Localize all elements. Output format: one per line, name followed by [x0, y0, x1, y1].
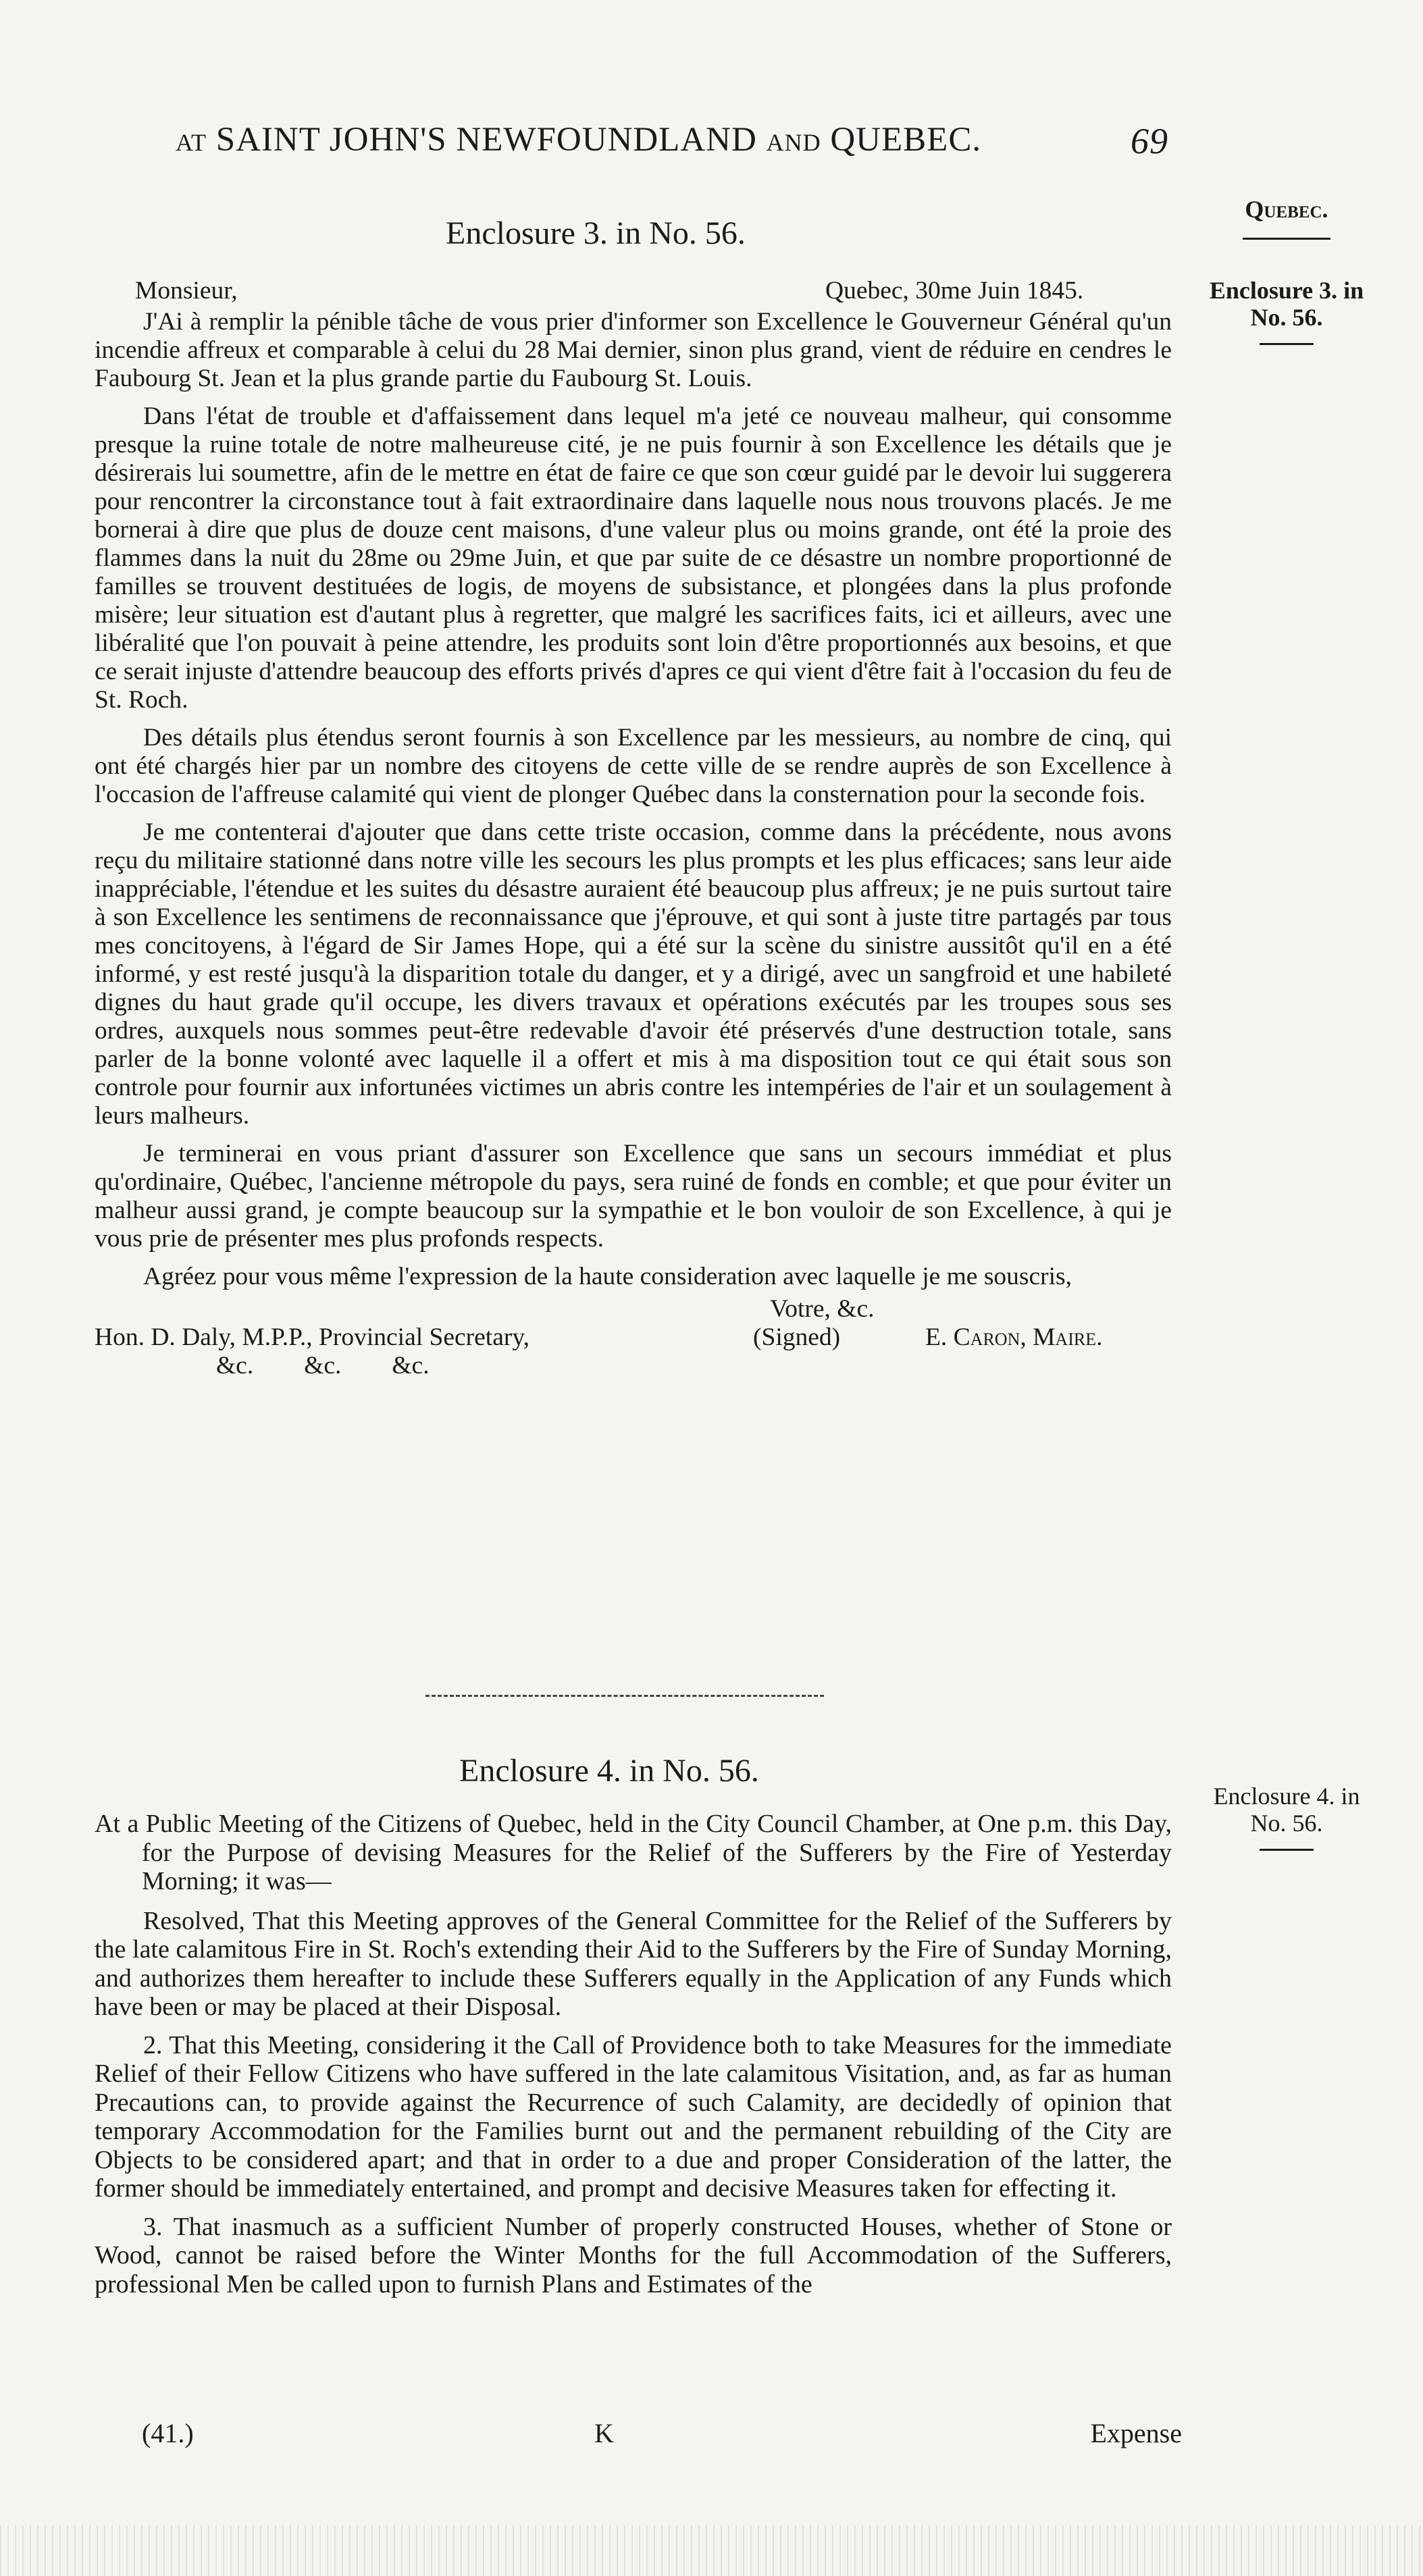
margin-note-enclosure-4: Enclosure 4. in No. 56.: [1179, 1783, 1395, 1851]
enclosure-3-body: [95, 277, 1172, 1380]
meeting-intro: At a Public Meeting of the Citizens of Quebec, held in the City Council Chamber, at One p.m. this Day, for the Purpose of devising Measures for the Relief of the Sufferers by the Fire of Yesterday Morning; it was—: [95, 1810, 1172, 1895]
paragraph: Agréez pour vous même l'expression de la haute consideration avec laquelle je me souscris,: [143, 1263, 1072, 1290]
page-footer: [108, 2417, 1182, 2451]
enclosure-4-title: Enclosure 4. in No. 56.: [459, 1753, 759, 1789]
margin-section-label: Quebec.: [1202, 196, 1371, 240]
page-number: 69: [1131, 121, 1168, 161]
enclosure-3-title: Enclosure 3. in No. 56.: [446, 215, 746, 251]
addressee-etc: &c. &c. &c.: [216, 1352, 430, 1379]
closing: Votre, &c.: [770, 1295, 875, 1323]
paragraph: Je me contenterai d'ajouter que dans cette triste occasion, comme dans la précédente, nous avons reçu du militaire stationné dans notre ville les secours les plus prompts et les plus efficaces; sans leur aide inappréciable, l'étendue et les suites du désastre auraient été beaucoup plus affreux; je ne puis surtout taire à son Excellence les sentimens de reconnaissance que j'éprouve, et qui sont à juste titre partagés par tous mes concitoyens, à l'égard de Sir James Hope, qui a été sur la scène du sinistre aussitôt qu'il en a été informé, y est resté jusqu'à la disparition totale du danger, et y a dirigé, avec un sangfroid et une habileté dignes du haut grade qu'il occupe, les divers travaux et opérations exécutés par les troupes sous ses ordres, auxquels nous sommes peut-être redevable d'avoir été préservés d'une destruction totale, sans parler de la bonne volonté avec laquelle il a offert et mis à ma disposition tout ce qui était sous son controle pour fournir aux infortunées victimes un abris contre les intempéries de l'air et un soulagement à leurs malheurs.: [95, 818, 1172, 1130]
footer-gathering-mark: K: [594, 2418, 614, 2448]
paragraph: Dans l'état de trouble et d'affaissement dans lequel m'a jeté ce nouveau malheur, qui consomme presque la ruine totale de notre malheureuse cité, je ne puis fournir à son Excellence les détails que je désirerais lui soumettre, afin de le mettre en état de faire ce que son cœur guidé par le devoir lui suggerera pour rencontrer la circonstance tout à fait extraordinaire dans laquelle nous nous trouvons placés. Je me bornerai à dire que plus de douze cent maisons, d'une valeur plus ou moins grande, ont été la proie des flammes dans la nuit du 28me ou 29me Juin, et que par suite de ce désastre un nombre proportionné de familles se trouvent destituées de logis, de moyens de subsistance, et plongées dans la plus profonde misère; leur situation est d'autant plus à regretter, que malgré les sacrifices faits, ici et ailleurs, avec une libéralité que l'on pouvait à peine attendre, les produits sont loin d'être proportionnés aux besoins, et que ce serait injuste d'attendre beaucoup des efforts privés d'apres ce qui vient d'être fait à l'occasion du feu de St. Roch.: [95, 402, 1172, 714]
resolution: 2. That this Meeting, considering it the Call of Providence both to take Measures for the immediate Relief of their Fellow Citizens who have suffered in the late calamitous Visitation, and, as far as human Precautions can, to provide against the Recurrence of such Calamity, are decidedly of opinion that temporary Accommodation for the Families burnt out and the permanent rebuilding of the City are Objects to be considered apart; and that in order to a due and proper Consideration of the latter, the former should be immediately entertained, and prompt and decisive Measures taken for effecting it.: [95, 2030, 1172, 2203]
paragraph: Des détails plus étendus seront fournis à son Excellence par les messieurs, au nombre de cinq, qui ont été chargés hier par un nombre des citoyens de cette ville de se rendre auprès de son Excellence à l'occasion de l'affreuse calamité qui vient de plonger Québec dans la consternation pour la seconde fois.: [95, 724, 1172, 808]
paragraph: Je terminerai en vous priant d'assurer son Excellence que sans un secours immédiat et plus qu'ordinaire, Québec, l'ancienne métropole du pays, sera ruiné de fonds en comble; et que pour éviter un malheur aussi grand, je compte beaucoup sur la sympathie et le bon vouloir de son Excellence, à qui je vous prie de présenter mes plus profonds respects.: [95, 1140, 1172, 1253]
signatory: E. Caron, Maire.: [925, 1323, 1103, 1351]
resolution: 3. That inasmuch as a sufficient Number of properly constructed Houses, whether of Stone or Wood, cannot be raised before the Winter Months for the full Accommodation of the Sufferers, professional Men be called upon to furnish Plans and Estimates of the: [95, 2212, 1172, 2298]
enclosure-4-body: [95, 1810, 1172, 2308]
paragraph: J'Ai à remplir la pénible tâche de vous prier d'informer son Excellence le Gouverneur Général qu'un incendie affreux et comparable à celui du 28 Mai dernier, sinon plus grand, vient de réduire en cendres le Faubourg St. Jean et la plus grande partie du Faubourg St. Louis.: [95, 308, 1172, 392]
letter-date: Quebec, 30me Juin 1845.: [825, 277, 1084, 305]
section-divider: [425, 1695, 824, 1697]
page-edge-noise: [0, 2525, 1423, 2576]
signed-label: (Signed): [753, 1323, 841, 1351]
footer-catchword: Expense: [1090, 2418, 1182, 2448]
addressee: Hon. D. Daly, M.P.P., Provincial Secretary,: [95, 1323, 530, 1351]
running-header: [176, 120, 1168, 174]
salutation: Monsieur,: [135, 277, 238, 305]
margin-note-enclosure-3: Enclosure 3. in No. 56.: [1179, 277, 1395, 345]
footer-signature-number: (41.): [142, 2418, 194, 2448]
resolution: Resolved, That this Meeting approves of the General Committee for the Relief of the Sufferers by the late calamitous Fire in St. Roch's extending their Aid to the Sufferers by the Fire of Sunday Morning, and authorizes them hereafter to include these Sufferers equally in the Application of any Funds which have been or may be placed at their Disposal.: [95, 1906, 1172, 2021]
header-title: AT SAINT JOHN'S NEWFOUNDLAND AND QUEBEC.: [176, 121, 982, 159]
